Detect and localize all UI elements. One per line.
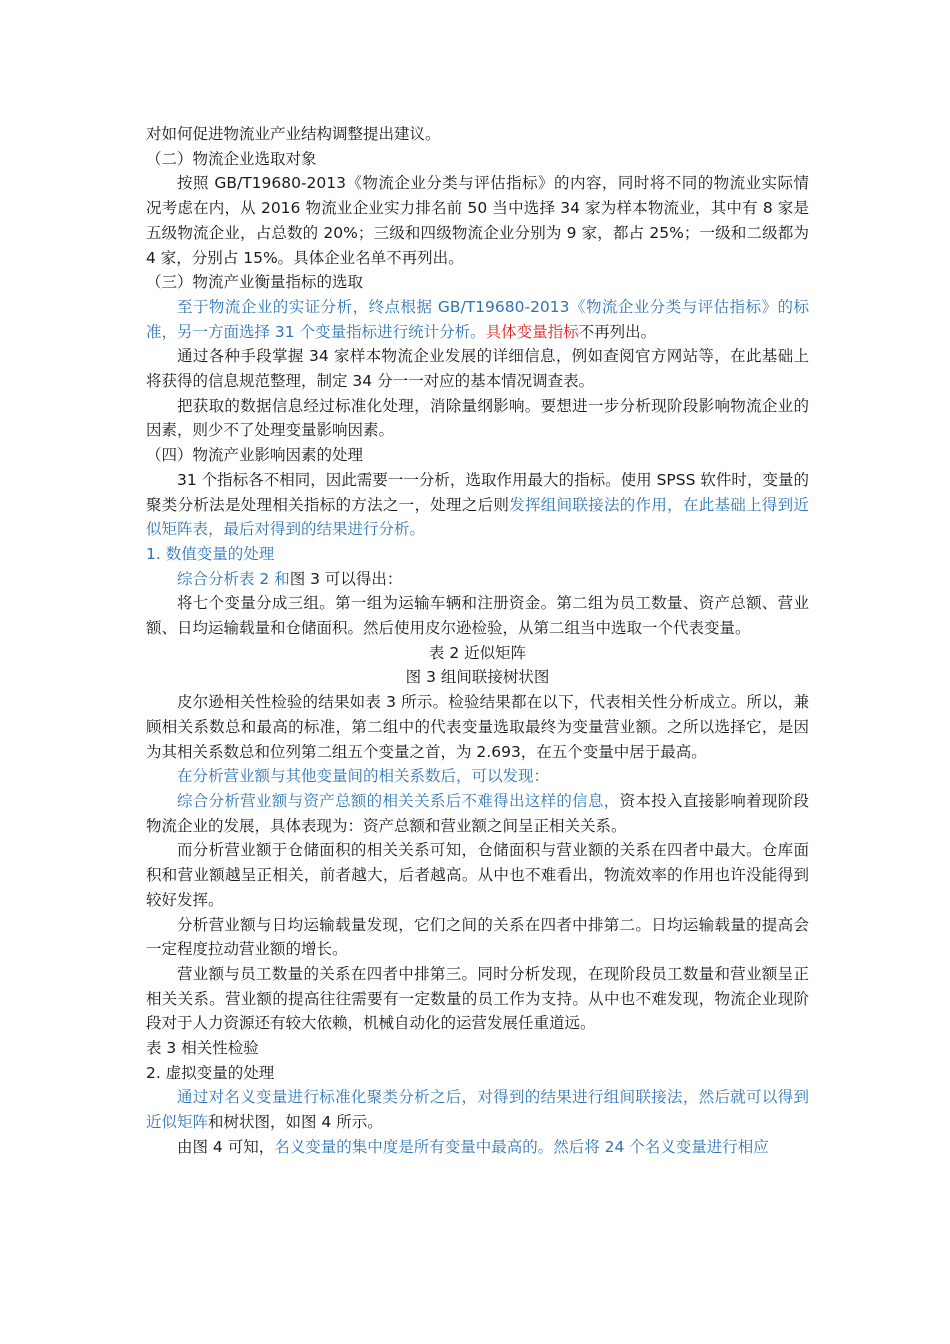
highlighted-text: 综合分析营业额与资产总额的相关关系后不难得出这样的信息，	[177, 791, 620, 810]
highlighted-text: 至于物流企业的实证分析，终点根据 GB/T19680-2013《物流企业分类与评估指标》的标准，另一方面选择 31 个变量指标进行统计分析。	[146, 297, 809, 341]
text-run: （三）物流产业衡量指标的选取	[146, 273, 364, 292]
paragraph	[146, 122, 809, 147]
paragraph	[146, 1061, 809, 1086]
text-run: 将七个变量分成三组。第一组为运输车辆和注册资金。第二组为员工数量、资产总额、营业额、日均运输载量和仓储面积。然后使用皮尔逊检验，从第二组当中选取一个代表变量。	[146, 594, 809, 638]
paragraph	[146, 1036, 809, 1061]
emphasis-text: 具体变量指标	[485, 322, 579, 341]
text-run: 图 3 组间联接树状图	[405, 668, 550, 687]
text-run: 按照 GB/T19680-2013《物流企业分类与评估指标》的内容，同时将不同的物流业实际情况考虑在内，从 2016 物流业企业实力排名前 50 当中选择 34 家为样本物流业，其中有 8 家是五级物流企业，占总数的 20%；三级和四级物流企业分别为 9 家，都占 25%；一级和二级都为 4 家，分别占 15%。具体企业名单不再列出。	[146, 174, 809, 267]
text-run: 把获取的数据信息经过标准化处理，消除量纲影响。要想进一步分析现阶段影响物流企业的因素，则少不了处理变量影响因素。	[146, 396, 809, 440]
paragraph	[146, 1085, 809, 1134]
text-run: 资本投入直接影响着现阶段物流企业的发展，具体表现为：资产总额和营业额之间呈正相关关系。	[146, 791, 809, 835]
paragraph	[146, 962, 809, 1036]
text-run: 图 3 可以得出：	[289, 569, 403, 588]
text-run: 分析营业额与日均运输载量发现，它们之间的关系在四者中排第二。日均运输载量的提高会一定程度拉动营业额的增长。	[146, 915, 809, 959]
paragraph	[146, 764, 809, 789]
paragraph	[146, 1135, 809, 1160]
text-run: 不再列出。	[578, 322, 657, 341]
text-run: 和树状图，如图 4 所示。	[208, 1113, 383, 1132]
text-run: 通过各种手段掌握 34 家样本物流企业发展的详细信息，例如查阅官方网站等，在此基础上将获得的信息规范整理，制定 34 分一一对应的基本情况调查表。	[146, 347, 809, 391]
paragraph	[146, 344, 809, 393]
paragraph	[146, 591, 809, 640]
text-run: 31 个指标各不相同，因此需要一一分析，选取作用最大的指标。使用 SPSS 软件时，变量的聚类分析法是处理相关指标的方法之一，处理之后则	[146, 470, 809, 514]
paragraph	[146, 913, 809, 962]
paragraph	[146, 567, 809, 592]
text-run: （二）物流企业选取对象	[146, 149, 317, 168]
text-run: 表 3 相关性检验	[146, 1039, 259, 1058]
text-run: 表 2 近似矩阵	[428, 643, 527, 662]
paragraph	[146, 270, 809, 295]
text-run: 皮尔逊相关性检验的结果如表 3 所示。检验结果都在以下，代表相关性分析成立。所以，兼顾相关系数总和最高的标准，第二组中的代表变量选取最终为变量营业额。之所以选择它，是因为其相关系数总和位列第二组五个变量之首，为 2.693，在五个变量中居于最高。	[146, 693, 809, 761]
text-run: 2. 虚拟变量的处理	[146, 1063, 275, 1082]
text-run: 对如何促进物流业产业结构调整提出建议。	[146, 125, 441, 143]
highlighted-text: 通过对名义变量进行标准化聚类分析之后，对得到的结果进行组间联接法，然后就可以得到近似矩阵	[146, 1088, 809, 1132]
document-body	[146, 122, 809, 1160]
paragraph	[146, 171, 809, 270]
paragraph	[146, 542, 809, 567]
paragraph	[146, 295, 809, 344]
text-run: （四）物流产业影响因素的处理	[146, 446, 364, 465]
paragraph	[146, 394, 809, 443]
figure-caption	[146, 641, 809, 666]
text-run: 而分析营业额于仓储面积的相关关系可知，仓储面积与营业额的关系在四者中最大。仓库面积和营业额越呈正相关，前者越大，后者越高。从中也不难看出，物流效率的作用也许没能得到较好发挥。	[146, 841, 809, 909]
highlighted-text: 综合分析表 2 和	[177, 569, 290, 588]
highlighted-text: 在分析营业额与其他变量间的相关系数后，可以发现：	[177, 767, 550, 786]
paragraph	[146, 443, 809, 468]
figure-caption	[146, 665, 809, 690]
paragraph	[146, 147, 809, 172]
paragraph	[146, 789, 809, 838]
paragraph	[146, 468, 809, 542]
highlighted-text: 名义变量的集中度是所有变量中最高的。然后将 24 个名义变量进行相应	[274, 1137, 769, 1156]
paragraph	[146, 690, 809, 764]
highlighted-text: 1. 数值变量的处理	[146, 544, 275, 563]
text-run: 由图 4 可知，	[177, 1137, 275, 1156]
highlighted-text: 发挥组间联接法的作用，在此基础上得到近似矩阵表，最后对得到的结果进行分析。	[146, 495, 809, 539]
text-run: 营业额与员工数量的关系在四者中排第三。同时分析发现，在现阶段员工数量和营业额呈正相关关系。营业额的提高往往需要有一定数量的员工作为支持。从中也不难发现，物流企业现阶段对于人力资源还有较大依赖，机械自动化的运营发展任重道远。	[146, 964, 809, 1033]
paragraph	[146, 838, 809, 912]
